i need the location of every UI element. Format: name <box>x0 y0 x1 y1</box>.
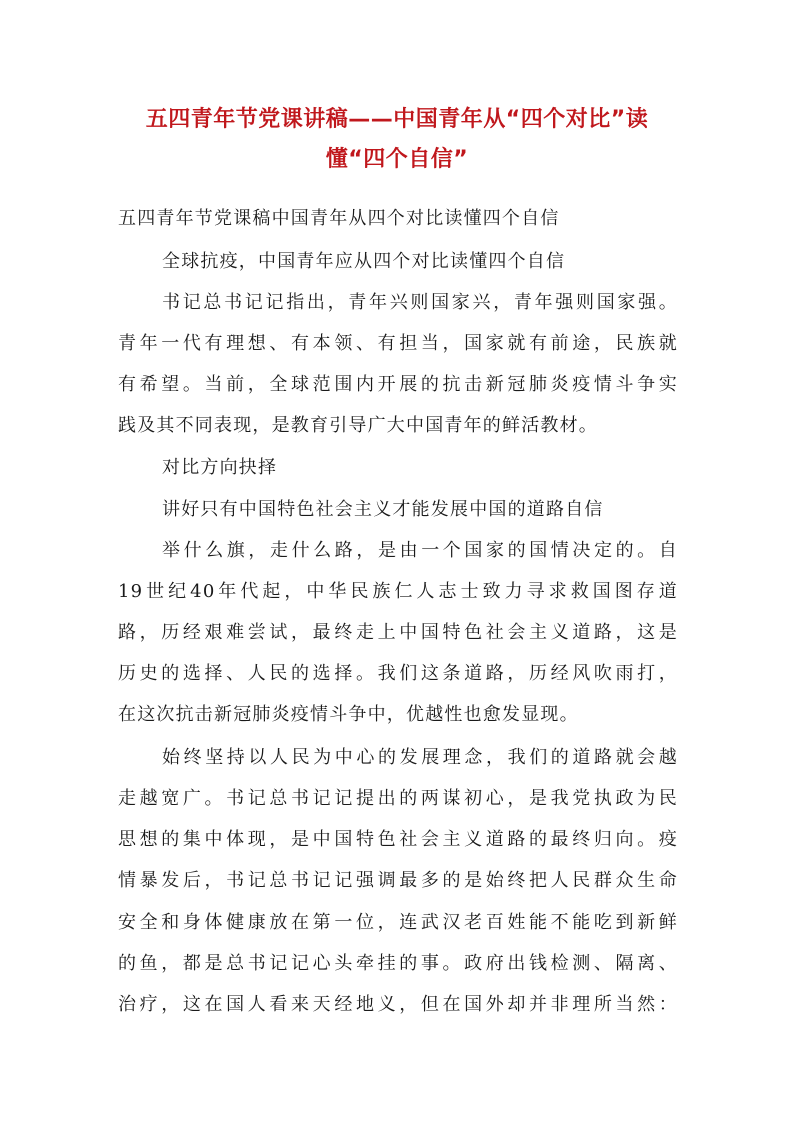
paragraph-line: 路，历经艰难尝试，最终走上中国特色社会主义道路，这是 <box>118 622 678 643</box>
paragraph-line: 历史的选择、人民的选择。我们这条道路，历经风吹雨打， <box>118 663 678 684</box>
paragraph-line: 安全和身体健康放在第一位，连武汉老百姓能不能吃到新鲜 <box>118 912 678 933</box>
paragraph-line: 讲好只有中国特色社会主义才能发展中国的道路自信 <box>162 499 604 520</box>
document-title-line-2: 懂“四个自信” <box>325 147 469 172</box>
paragraph-line: 践及其不同表现，是教育引导广大中国青年的鲜活教材。 <box>118 415 598 436</box>
paragraph-line: 19世纪40年代起，中华民族仁人志士致力寻求救国图存道 <box>118 581 678 602</box>
paragraph-line: 有希望。当前，全球范围内开展的抗击新冠肺炎疫情斗争实 <box>118 374 678 395</box>
paragraph-line: 在这次抗击新冠肺炎疫情斗争中，优越性也愈发显现。 <box>118 704 579 725</box>
paragraph-line: 全球抗疫，中国青年应从四个对比读懂四个自信 <box>162 251 566 272</box>
paragraph-line: 举什么旗，走什么路，是由一个国家的国情决定的。自 <box>162 540 678 561</box>
paragraph-line: 的鱼，都是总书记记心头牵挂的事。政府出钱检测、隔离、 <box>118 953 678 974</box>
paragraph-line: 走越宽广。书记总书记记提出的两谋初心，是我党执政为民 <box>118 788 678 809</box>
document-title-line-1: 五四青年节党课讲稿——中国青年从“四个对比”读 <box>145 107 649 132</box>
paragraph-line: 青年一代有理想、有本领、有担当，国家就有前途，民族就 <box>118 333 678 354</box>
paragraph-line: 情暴发后，书记总书记记强调最多的是始终把人民群众生命 <box>118 870 678 891</box>
paragraph-line: 思想的集中体现，是中国特色社会主义道路的最终归向。疫 <box>118 829 678 850</box>
document-subtitle: 五四青年节党课稿中国青年从四个对比读懂四个自信 <box>118 208 560 229</box>
paragraph-line: 治疗，这在国人看来天经地义，但在国外却并非理所当然： <box>118 994 678 1015</box>
paragraph-line: 书记总书记记指出，青年兴则国家兴，青年强则国家强。 <box>162 292 678 313</box>
paragraph-line: 始终坚持以人民为中心的发展理念，我们的道路就会越 <box>162 747 678 768</box>
section-heading: 对比方向抉择 <box>162 457 278 478</box>
